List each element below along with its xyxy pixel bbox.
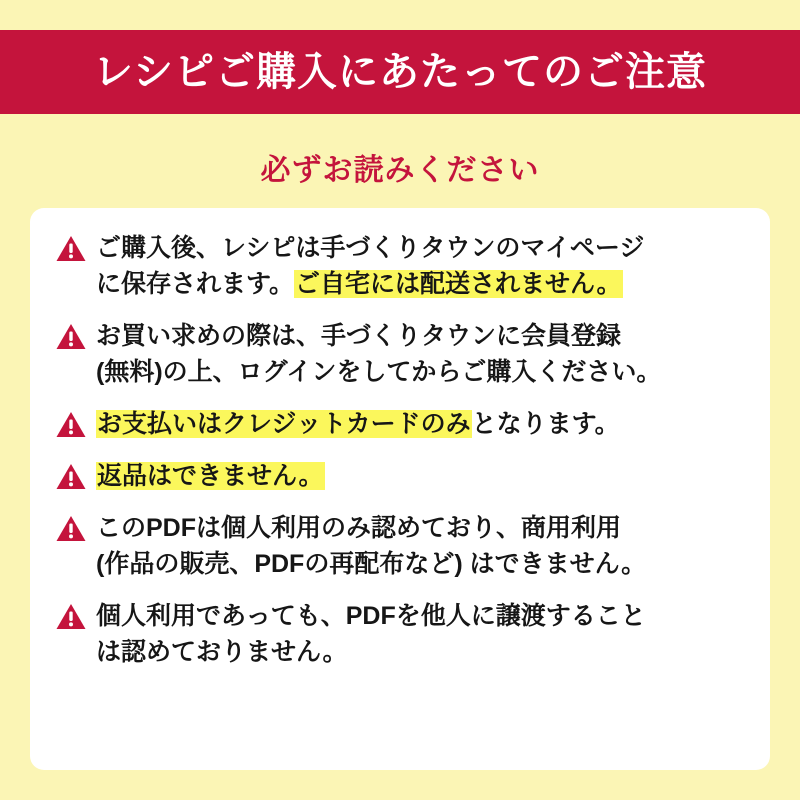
notice-line: [96, 266, 644, 302]
notice-line: [96, 318, 661, 354]
notice-line: [96, 354, 661, 390]
plain-text: となります。: [471, 410, 620, 438]
notice-text: [96, 318, 661, 390]
notice-text: [96, 510, 646, 582]
notice-line: [96, 634, 646, 670]
notice-line: [96, 458, 325, 494]
warning-triangle-icon: [56, 235, 86, 262]
notice-text: [96, 598, 646, 670]
plain-text: (作品の販売、PDFの再配布など) はできません。: [96, 550, 647, 578]
plain-text: このPDFは個人利用のみ認めており、商用利用: [96, 514, 622, 542]
notice-item: [56, 598, 744, 670]
notice-text: [96, 230, 644, 302]
notice-item: [56, 318, 744, 390]
plain-text: は認めておりません。: [96, 638, 348, 666]
notice-card: [30, 208, 770, 770]
subtitle: 必ずお読みください: [260, 154, 540, 187]
notice-text: [96, 406, 620, 442]
warning-triangle-icon: [56, 411, 86, 438]
plain-text: 個人利用であっても、PDFを他人に譲渡すること: [96, 602, 646, 630]
warning-triangle-icon: [56, 515, 86, 542]
notice-line: [96, 510, 646, 546]
notice-line: [96, 546, 646, 582]
warning-triangle-icon: [56, 463, 86, 490]
notice-text: [96, 458, 325, 494]
notice-item: [56, 230, 744, 302]
highlighted-text: ご自宅には配送されません。: [295, 270, 622, 298]
highlighted-text: お支払いはクレジットカードのみ: [97, 410, 471, 438]
notice-line: [96, 598, 646, 634]
notice-item: [56, 510, 744, 582]
plain-text: (無料)の上、ログインをしてからご購入ください。: [96, 358, 662, 386]
page-title: レシピご購入にあたってのご注意: [93, 50, 707, 94]
notice-item: [56, 406, 744, 442]
header-banner: [0, 30, 800, 114]
notice-item: [56, 458, 744, 494]
plain-text: お買い求めの際は、手づくりタウンに会員登録: [96, 322, 622, 350]
warning-triangle-icon: [56, 323, 86, 350]
warning-triangle-icon: [56, 603, 86, 630]
notice-line: [96, 230, 644, 266]
plain-text: ご購入後、レシピは手づくりタウンのマイページ: [96, 234, 645, 262]
plain-text: に保存されます。: [96, 270, 295, 298]
highlighted-text: 返品はできません。: [97, 462, 324, 490]
notice-list: [56, 230, 744, 670]
notice-line: [96, 406, 620, 442]
